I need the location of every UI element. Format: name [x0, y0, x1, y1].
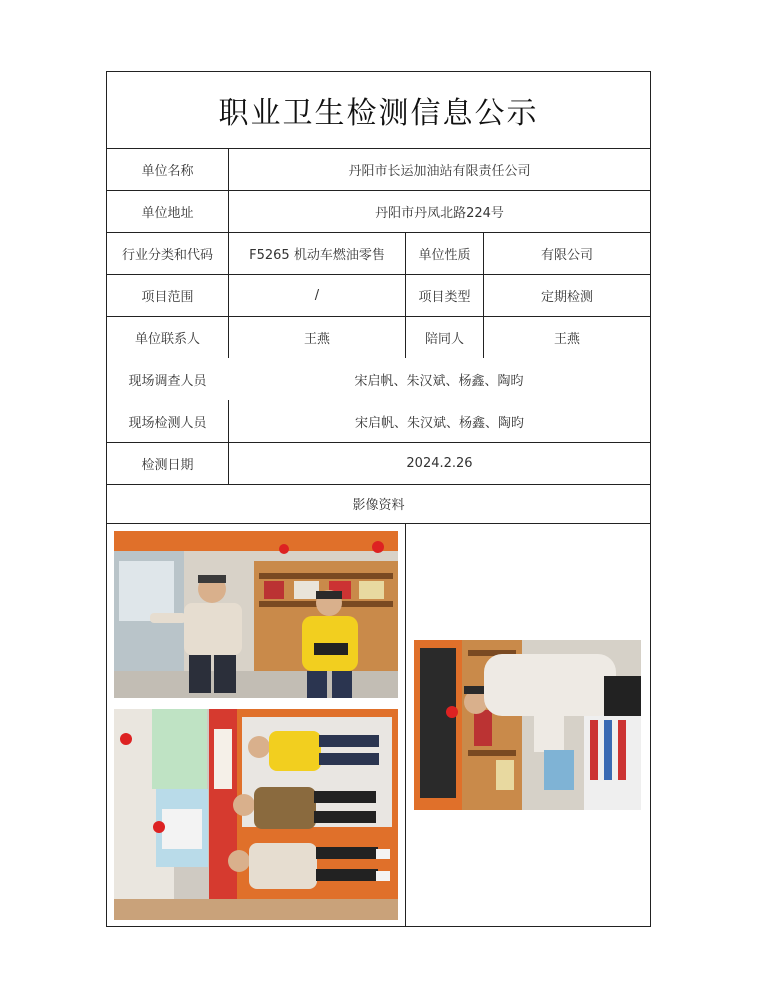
- label-project-type: 项目类型: [405, 274, 483, 316]
- site-photo-3-image: [414, 640, 641, 810]
- site-photo-3: [414, 640, 641, 810]
- row-unit-name: [107, 148, 650, 191]
- page-title: 职业卫生检测信息公示: [107, 72, 650, 149]
- row-project-scope: [107, 274, 650, 317]
- label-unit-address: 单位地址: [141, 205, 194, 221]
- label-test-date: 检测日期: [141, 457, 194, 473]
- label-unit-nature: 单位性质: [405, 232, 483, 274]
- value-accompany: 王燕: [483, 316, 650, 358]
- value-project-scope: /: [228, 274, 405, 316]
- label-accompany: 陪同人: [405, 316, 483, 358]
- value-project-type: 定期检测: [483, 274, 650, 316]
- row-test-date: [107, 442, 650, 485]
- value-test-staff: 宋启帆、朱汉斌、杨鑫、陶昀: [228, 400, 650, 442]
- row-survey-staff: [107, 358, 650, 400]
- label-industry: 行业分类和代码: [121, 247, 213, 263]
- label-contact: 单位联系人: [134, 331, 200, 347]
- label-test-staff: 现场检测人员: [128, 415, 207, 431]
- images-header: 影像资料: [352, 498, 405, 513]
- value-contact: 王燕: [228, 316, 405, 358]
- row-contact: [107, 316, 650, 358]
- value-test-date: 2024.2.26: [228, 442, 650, 484]
- label-project-scope: 项目范围: [141, 289, 194, 305]
- label-unit-name: 单位名称: [141, 163, 194, 179]
- photo-area: [107, 523, 650, 926]
- label-survey-staff: 现场调查人员: [128, 373, 207, 389]
- value-unit-address: 丹阳市丹凤北路224号: [228, 190, 650, 232]
- site-photo-1-image: [114, 531, 398, 698]
- site-photo-2-image: [114, 709, 398, 920]
- photo-divider: [405, 523, 406, 926]
- row-unit-address: [107, 190, 650, 233]
- value-unit-name: 丹阳市长运加油站有限责任公司: [228, 148, 650, 190]
- disclosure-sheet: [106, 71, 651, 927]
- row-images-header: [107, 484, 650, 524]
- site-photo-1: [114, 531, 398, 698]
- row-industry: [107, 232, 650, 275]
- row-test-staff: [107, 400, 650, 443]
- value-industry: F5265 机动车燃油零售: [228, 232, 405, 274]
- value-unit-nature: 有限公司: [483, 232, 650, 274]
- value-survey-staff: 宋启帆、朱汉斌、杨鑫、陶昀: [354, 373, 524, 389]
- site-photo-2: [114, 709, 398, 920]
